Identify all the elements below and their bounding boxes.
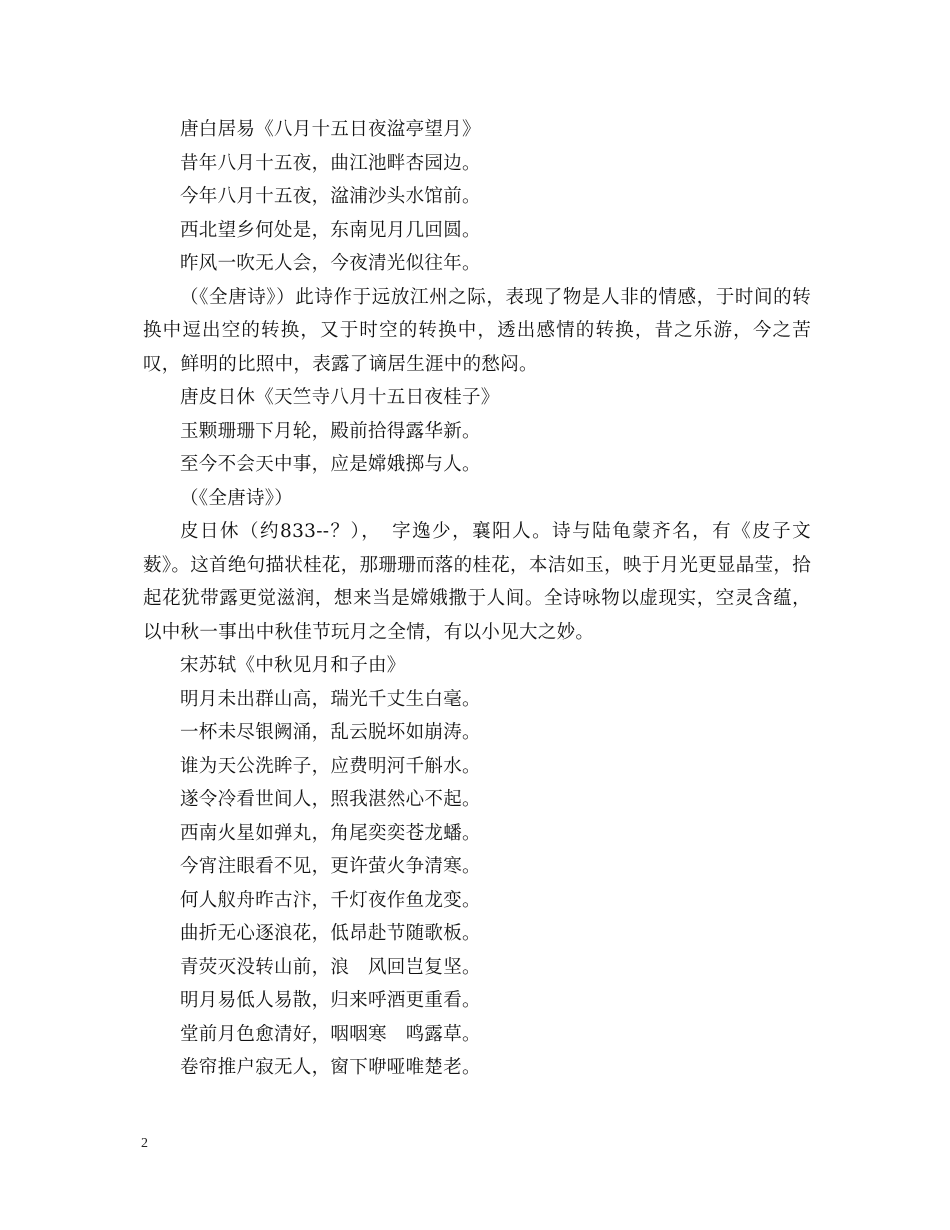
poem-line: 明月未出群山高，瑞光千丈生白毫。 bbox=[180, 688, 481, 710]
poem-line: 至今不会天中事，应是嫦娥掷与人。 bbox=[180, 454, 481, 475]
source-note: （《全唐诗》） bbox=[180, 487, 294, 509]
poem-line: 昔年八月十五夜，曲江池畔杏园边。 bbox=[180, 152, 481, 174]
document-body bbox=[143, 113, 811, 1085]
poem-line: 西北望乡何处是，东南见月几回圆。 bbox=[180, 219, 481, 241]
commentary-paragraph: （《全唐诗》）此诗作于远放江州之际，表现了物是人非的情感，于时间的转换中逗出空的转换，又于时空的转换中，透出感情的转换，昔之乐游，今之苦叹，鲜明的比照中，表露了谪居生涯中的愁闷。 bbox=[143, 286, 811, 375]
poem-title-su-shi: 宋苏轼《中秋见月和子由》 bbox=[180, 655, 406, 676]
poem-line: 玉颗珊珊下月轮，殿前拾得露华新。 bbox=[180, 420, 481, 442]
poem-line: 曲折无心逐浪花，低昂赴节随歌板。 bbox=[180, 923, 481, 944]
poem-line: 谁为天公洗眸子，应费明河千斛水。 bbox=[180, 755, 481, 777]
poem-line: 堂前月色愈清好，咽咽寒 鸣露草。 bbox=[180, 1023, 481, 1045]
page-number: 2 bbox=[141, 1136, 148, 1151]
poem-title-bai-juyi: 唐白居易《八月十五日夜湓亭望月》 bbox=[180, 119, 481, 140]
poem-line: 卷帘推户寂无人，窗下咿哑唯楚老。 bbox=[180, 1057, 481, 1078]
commentary-paragraph: 皮日休（约833--？）， 字逸少，襄阳人。诗与陆龟蒙齐名，有《皮子文薮》。这首绝句描状桂花，那珊珊而落的桂花，本洁如玉，映于月光更显晶莹，拾起花犹带露更觉滋润，想来当是嫦娥撒于人间。全诗咏物以虚现实，空灵含蕴，以中秋一事出中秋佳节玩月之全情，有以小见大之妙。 bbox=[143, 521, 811, 643]
poem-line: 青荧灭没转山前，浪 风回岂复坚。 bbox=[180, 956, 481, 978]
poem-title-pi-rixiu: 唐皮日休《天竺寺八月十五日夜桂子》 bbox=[180, 387, 500, 408]
poem-line: 何人舣舟昨古汴，千灯夜作鱼龙变。 bbox=[180, 889, 481, 911]
poem-line: 今宵注眼看不见，更许萤火争清寒。 bbox=[180, 856, 481, 877]
poem-line: 昨风一吹无人会，今夜清光似往年。 bbox=[180, 253, 481, 274]
poem-line: 一杯未尽银阙涌，乱云脱坏如崩涛。 bbox=[180, 722, 481, 743]
poem-line: 遂令冷看世间人，照我湛然心不起。 bbox=[180, 789, 481, 810]
poem-line: 明月易低人易散，归来呼酒更重看。 bbox=[180, 990, 481, 1011]
poem-line: 西南火星如弹丸，角尾奕奕苍龙蟠。 bbox=[180, 822, 481, 844]
poem-line: 今年八月十五夜，湓浦沙头水馆前。 bbox=[180, 186, 481, 207]
